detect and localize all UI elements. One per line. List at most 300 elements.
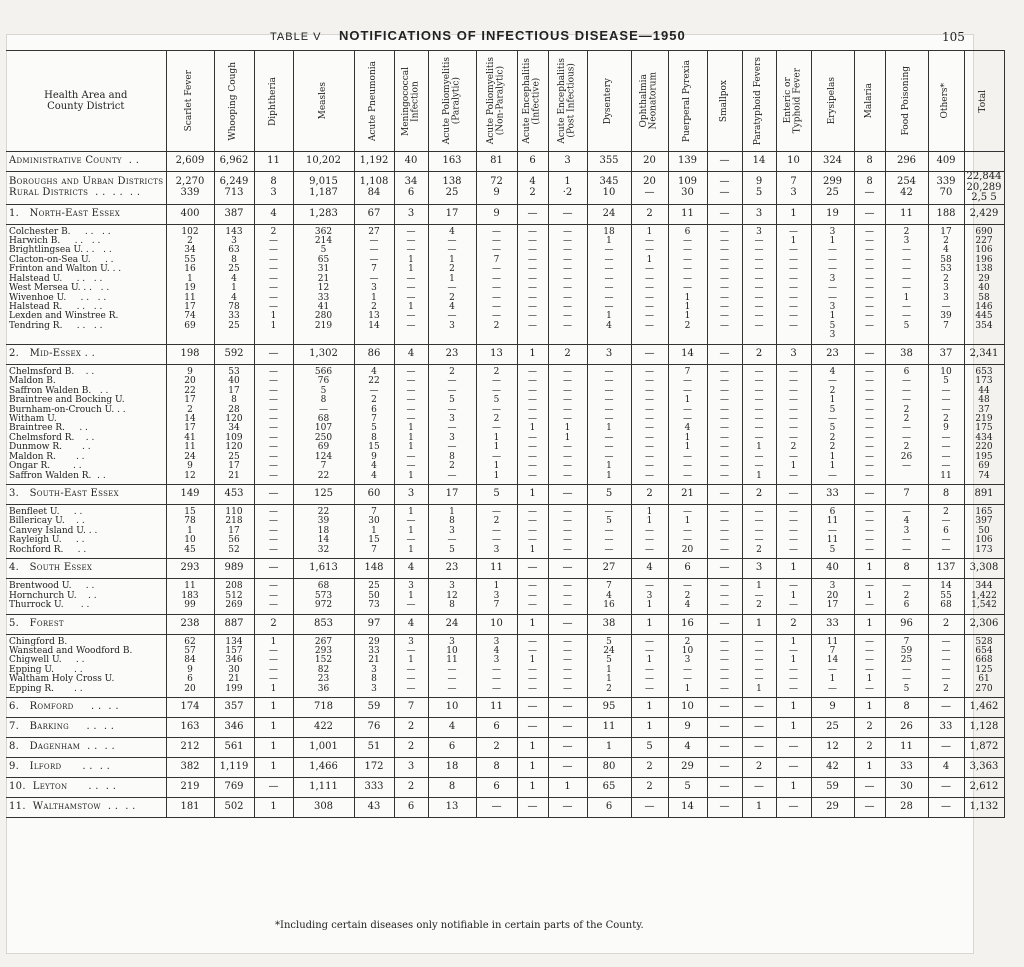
table-cell: 1,119 [214, 758, 254, 778]
table-cell: — [928, 798, 964, 818]
table-cell: 1,001 [293, 738, 354, 758]
table-cell: 188 [928, 204, 964, 224]
table-cell: — [548, 698, 587, 718]
table-cell: 2 [394, 718, 428, 738]
column-header: Acute Poliomyelitis (Paralytic) [428, 51, 476, 152]
table-cell: 1 [548, 778, 587, 798]
table-cell: 345 10 [587, 172, 631, 205]
table-cell: — 1 — — — — — — — — — [776, 224, 811, 344]
table-cell: — — — — — — — — — — — — [707, 364, 742, 484]
table-cell: 29 [668, 758, 707, 778]
table-cell: 134 157 346 30 21 199 [214, 634, 254, 698]
table-cell: 17 [428, 485, 476, 505]
table-cell: — [517, 204, 548, 224]
table-cell: — [776, 758, 811, 778]
column-header: Enteric or Typhoid Fever [776, 51, 811, 152]
table-cell: — — — — — — 1 1 1 — — 1 [394, 364, 428, 484]
table-cell: 33 [928, 718, 964, 738]
table-cell: — — — [548, 579, 587, 614]
area-summary-row [6, 559, 1004, 579]
table-cell: 67 [354, 204, 394, 224]
table-cell: 8 [885, 559, 928, 579]
column-header: Acute Pneumonia [354, 51, 394, 152]
column-header: Measles [293, 51, 354, 152]
table-cell: 20 [631, 152, 668, 172]
table-cell: 2 [631, 204, 668, 224]
table-cell: — — — — — — — — — — — [517, 224, 548, 344]
table-cell: 690 227 106 196 138 29 40 58 146 445 354 [964, 224, 1004, 344]
table-cell: — [854, 344, 885, 364]
area-name: Boroughs and Urban Districts Rural Districts . . . . . . [6, 172, 166, 205]
table-cell: — — — — 1 [517, 505, 548, 559]
column-header: Acute Poliomyelitis (Non-Paralytic) [476, 51, 517, 152]
table-cell: 17 2 4 58 53 2 3 3 — 39 7 [928, 224, 964, 344]
table-cell: 4 2 [517, 172, 548, 205]
table-cell: 1 [254, 798, 293, 818]
table-cell: 80 [587, 758, 631, 778]
table-cell: 9 [811, 698, 854, 718]
table-cell: 989 [214, 559, 254, 579]
table-cell: 2 [394, 778, 428, 798]
table-cell: 6 11 — 11 5 [811, 505, 854, 559]
table-cell: 12 [811, 738, 854, 758]
area-summary-row [6, 778, 1004, 798]
table-cell: 6 — — — — — — 1 1 1 2 [668, 224, 707, 344]
table-cell: 7 — — 1 — — 4 1 1 — — — [668, 364, 707, 484]
table-cell: 1 [254, 758, 293, 778]
table-cell: 2 — — 5 — 2 — 1 1 — 1 1 [476, 364, 517, 484]
table-cell: 29 33 21 3 8 3 [354, 634, 394, 698]
table-cell: 72 9 [476, 172, 517, 205]
table-cell: 1 [517, 738, 548, 758]
table-cell: 13 [428, 798, 476, 818]
table-cell: 208 512 269 [214, 579, 254, 614]
table-cell: — [548, 614, 587, 634]
table-cell: 1 [254, 698, 293, 718]
table-cell: 2 [776, 614, 811, 634]
table-cell: 27 [587, 559, 631, 579]
table-cell: 2 10 3 — — 1 [668, 634, 707, 698]
column-header: Puerperal Pyrexia [668, 51, 707, 152]
table-cell: — — — — — [548, 505, 587, 559]
table-cell: 198 [166, 344, 214, 364]
column-header: Dysentery [587, 51, 631, 152]
table-cell: — [776, 485, 811, 505]
table-cell: — — — — — — 1 1 — — — — [548, 364, 587, 484]
table-cell: — — — — — — — — — — — — [631, 364, 668, 484]
table-cell: 3 — 1 — — — [394, 634, 428, 698]
table-cell: 6 [668, 559, 707, 579]
table-cell: — [707, 718, 742, 738]
area-name: 7. Barking . . . . [6, 718, 166, 738]
table-cell: 3 10 11 — — — [428, 634, 476, 698]
table-cell: 148 [354, 559, 394, 579]
table-cell: 23 [811, 344, 854, 364]
table-cell: 27 — — — 7 — 3 1 2 13 14 [354, 224, 394, 344]
table-cell: 333 [354, 778, 394, 798]
table-cell: — — — — 2 [742, 505, 776, 559]
table-cell: — [928, 738, 964, 758]
area-name: 1. North-East Essex [6, 204, 166, 224]
area-name: 10. Leyton . . . . [6, 778, 166, 798]
table-cell: 4 — — 1 2 1 — 2 4 — 3 [428, 224, 476, 344]
table-cell: 238 [166, 614, 214, 634]
table-cell: 1 [517, 344, 548, 364]
table-cell: 2 [631, 485, 668, 505]
table-cell: 2 [254, 614, 293, 634]
table-cell: — — — — — — — — 2 — 1 — [776, 364, 811, 484]
table-cell: — 1 — — 20 [668, 505, 707, 559]
table-cell: — [854, 778, 885, 798]
area-header: Health Area and County District [6, 51, 166, 152]
column-header: Smallpox [707, 51, 742, 152]
table-cell: 95 [587, 698, 631, 718]
table-cell: — [707, 152, 742, 172]
table-cell: 2 [631, 778, 668, 798]
area-name: Chingford B. Wanstead and Woodford B. Chigwell U. . . Epping U. . . Waltham Holy Cross U. Epping R. . . [6, 634, 166, 698]
table-cell: 23 [428, 559, 476, 579]
table-cell: — [254, 778, 293, 798]
table-cell: 1,462 [964, 698, 1004, 718]
table-cell: 2,341 [964, 344, 1004, 364]
column-header: Acute Encephalitis (Infective) [517, 51, 548, 152]
table-cell: 149 [166, 485, 214, 505]
table-cell: 3 1 — [394, 579, 428, 614]
table-cell: 65 [587, 778, 631, 798]
table-cell: 10 5 — — — 2 9 — — — — 11 [928, 364, 964, 484]
table-cell: 1 3 7 [476, 579, 517, 614]
table-cell: 6 — — — 2 2 — — 2 26 — [885, 364, 928, 484]
table-cell: — — — [517, 579, 548, 614]
table-cell: 37 [928, 344, 964, 364]
table-cell: 1 [854, 559, 885, 579]
column-header: Ophthalmia Neonatorum [631, 51, 668, 152]
table-cell: 5 [476, 485, 517, 505]
table-cell: 1 [776, 698, 811, 718]
column-header: Food Poisoning [885, 51, 928, 152]
table-cell: 1 8 3 — 5 [428, 505, 476, 559]
table-cell: 2 [742, 344, 776, 364]
table-cell: 1,466 [293, 758, 354, 778]
table-cell: 139 [668, 152, 707, 172]
table-cell: 10 [428, 698, 476, 718]
table-cell: 400 [166, 204, 214, 224]
table-cell: 4 [631, 559, 668, 579]
table-cell: 1 [776, 718, 811, 738]
table-title: NOTIFICATIONS OF INFECTIOUS DISEASE—1950 [338, 28, 686, 43]
table-cell: 2 3 — — — — — 1 — — 5 [885, 224, 928, 344]
table-cell: 219 [166, 778, 214, 798]
table-cell: 60 [354, 485, 394, 505]
area-summary-row [6, 698, 1004, 718]
table-cell: — [707, 204, 742, 224]
table-cell: — — — — — — — — — — — — [254, 364, 293, 484]
table-cell: 887 [214, 614, 254, 634]
table-cell: — [548, 798, 587, 818]
table-cell: — [476, 798, 517, 818]
table-cell: 11 7 14 — 1 — [811, 634, 854, 698]
table-cell: 8 [854, 152, 885, 172]
table-cell: 5 [631, 738, 668, 758]
table-cell: 11 [885, 738, 928, 758]
table-cell: 172 [354, 758, 394, 778]
table-cell: — [254, 485, 293, 505]
area-name: 6. Romford . . . . [6, 698, 166, 718]
table-cell: 8 — [854, 172, 885, 205]
footnote: *Including certain diseases only notifiable in certain parts of the County. [275, 920, 644, 931]
table-cell: 68 573 972 [293, 579, 354, 614]
table-cell: 9,015 1,187 [293, 172, 354, 205]
table-cell: 9 [668, 718, 707, 738]
table-cell: 10 [776, 152, 811, 172]
table-cell: 2 — — — — — — — — 1 1 [254, 224, 293, 344]
table-cell: — [548, 559, 587, 579]
table-cell: 22,844 20,289 2,5 5 [964, 172, 1004, 205]
table-cell: — 3 1 [631, 579, 668, 614]
area-summary-row [6, 758, 1004, 778]
table-cell: 76 [354, 718, 394, 738]
table-cell: 1 ·2 [548, 172, 587, 205]
table-cell: — — — — — — — — — — — [707, 224, 742, 344]
table-cell: — [517, 559, 548, 579]
table-cell: 3 [587, 344, 631, 364]
table-cell: 453 [214, 485, 254, 505]
table-cell: 1 — 1 — 1 [394, 505, 428, 559]
table-cell: 1 — — — — 1 [254, 634, 293, 698]
table-cell: — [707, 344, 742, 364]
area-name: Benfleet U. . . Billericay U. . . Canvey Island U. . . Rayleigh U. . . Rochford R. . . [6, 505, 166, 559]
table-cell: 25 [811, 718, 854, 738]
table-cell: 212 [166, 738, 214, 758]
table-cell: — [548, 718, 587, 738]
table-cell: 308 [293, 798, 354, 818]
table-cell: 11 [476, 698, 517, 718]
page-number: 105 [942, 30, 965, 44]
table-cell: — — — — — — [548, 634, 587, 698]
table-cell: 2 [631, 758, 668, 778]
table-cell: 1 [631, 718, 668, 738]
table-cell: 1 [854, 614, 885, 634]
table-cell: — — — — — 2 [928, 634, 964, 698]
table-cell: 592 [214, 344, 254, 364]
table-cell: 3 [394, 758, 428, 778]
table-cell: 14 55 68 [928, 579, 964, 614]
area-name: Administrative County . . [6, 152, 166, 172]
table-cell: — [742, 698, 776, 718]
table-cell: 346 [214, 718, 254, 738]
table-cell: 293 [166, 559, 214, 579]
table-cell: 3 4 3 — — — [476, 634, 517, 698]
table-cell: — 2 4 [668, 579, 707, 614]
table-cell: 566 76 5 8 — 68 107 250 69 124 7 22 [293, 364, 354, 484]
table-cell: 2 [928, 614, 964, 634]
table-cell: 174 [166, 698, 214, 718]
table-cell: 1 [254, 738, 293, 758]
table-cell: — — — — — — — — — — — — [854, 364, 885, 484]
column-header: Diphtheria [254, 51, 293, 152]
area-summary-row [6, 798, 1004, 818]
table-cell: — — — — 1 — [854, 634, 885, 698]
table-cell: 43 [354, 798, 394, 818]
table-cell: 11 [476, 559, 517, 579]
area-summary-row [6, 718, 1004, 738]
table-cell: 18 [428, 758, 476, 778]
table-cell: 14 [742, 152, 776, 172]
column-header: Whooping Cough [214, 51, 254, 152]
table-cell: 267 293 152 82 23 36 [293, 634, 354, 698]
table-cell: 853 [293, 614, 354, 634]
table-cell: 3,363 [964, 758, 1004, 778]
area-name: 2. Mid-Essex . . [6, 344, 166, 364]
area-name: 5. Forest [6, 614, 166, 634]
table-cell: 9 5 [742, 172, 776, 205]
table-cell: — [854, 204, 885, 224]
column-header: Paratyphoid Fevers [742, 51, 776, 152]
table-cell: 1 [742, 798, 776, 818]
district-rows [6, 505, 1004, 559]
table-cell: 1,132 [964, 798, 1004, 818]
column-header: Malaria [854, 51, 885, 152]
table-cell: 20 — [631, 172, 668, 205]
table-cell: 14 [668, 798, 707, 818]
area-name: Chelmsford B. . . Maldon B. Saffron Walden B. . . Braintree and Bocking U. Burnham-on-Crouch U. . . Witham U. Braintree R. . . Chelmsford R. . . Dunmow R. . . Maldon R. . . Ongar R. . . Saffron Walden R. . . [6, 364, 166, 484]
district-rows [6, 364, 1004, 484]
table-cell: 2 — 6 — — [928, 505, 964, 559]
table-cell: 110 218 17 56 52 [214, 505, 254, 559]
table-cell: 102 2 34 55 16 1 19 11 17 74 69 [166, 224, 214, 344]
table-cell: 422 [293, 718, 354, 738]
table-cell: 3 20 17 [811, 579, 854, 614]
table-cell: — — — 7 — — — — — — 2 [476, 224, 517, 344]
table-cell: — [254, 559, 293, 579]
table-cell: 8 [928, 485, 964, 505]
table-cell: 4 — 2 1 5 — 5 2 2 1 1 — [811, 364, 854, 484]
table-cell: 4 [668, 738, 707, 758]
table-cell: 1 [776, 778, 811, 798]
table-cell: 10 [668, 698, 707, 718]
table-cell: 1 [631, 698, 668, 718]
table-cell: 382 [166, 758, 214, 778]
table-cell: 96 [885, 614, 928, 634]
table-cell: 1,108 84 [354, 172, 394, 205]
table-cell: 15 78 1 10 45 [166, 505, 214, 559]
column-header: Acute Encephalitis (Post Infectious) [548, 51, 587, 152]
table-cell: 1,111 [293, 778, 354, 798]
table-cell: 4 [254, 204, 293, 224]
table-cell: 33 [811, 614, 854, 634]
table-cell: — [776, 738, 811, 758]
table-cell: — [707, 758, 742, 778]
table-cell: — 5 — — — [587, 505, 631, 559]
area-name: 3. South-East Essex [6, 485, 166, 505]
table-cell: 6,962 [214, 152, 254, 172]
table-cell: 2,612 [964, 778, 1004, 798]
table-cell: 769 [214, 778, 254, 798]
column-header: Meningococcal Infection [394, 51, 428, 152]
table-cell: 8 3 [254, 172, 293, 205]
area-summary-row [6, 152, 1004, 172]
column-header-row [6, 51, 1004, 152]
table-cell: — [517, 698, 548, 718]
table-cell: — [548, 758, 587, 778]
table-cell: 19 [811, 204, 854, 224]
table-cell: — [707, 485, 742, 505]
table-cell: 528 654 668 125 61 270 [964, 634, 1004, 698]
area-summary-row [6, 485, 1004, 505]
table-cell: — [854, 798, 885, 818]
table-cell: 6 [476, 718, 517, 738]
table-cell: 42 [811, 758, 854, 778]
table-cell: 11 183 99 [166, 579, 214, 614]
table-cell: 387 [214, 204, 254, 224]
table-cell: — [548, 485, 587, 505]
table-cell: 3 [776, 344, 811, 364]
table-cell: 1 [854, 698, 885, 718]
district-rows [6, 579, 1004, 614]
table-cell: — [707, 698, 742, 718]
table-cell: 1 — — 1 — — — — — — — [631, 224, 668, 344]
table-cell: 1 [254, 718, 293, 738]
table-cell: 7 59 25 — — 5 [885, 634, 928, 698]
table-cell: 33 [885, 758, 928, 778]
table-cell: 1,302 [293, 344, 354, 364]
district-rows [6, 634, 1004, 698]
column-header: Scarlet Fever [166, 51, 214, 152]
table-cell: — [928, 698, 964, 718]
table-cell: 2,270 339 [166, 172, 214, 205]
table-cell: — — — — — [776, 505, 811, 559]
table-cell: 2 [548, 344, 587, 364]
table-cell: 4 [394, 614, 428, 634]
table-cell: 2 [742, 758, 776, 778]
table-cell: 1,613 [293, 559, 354, 579]
table-cell: 24 [428, 614, 476, 634]
table-cell: 7 30 1 15 7 [354, 505, 394, 559]
table-cell: 7 3 [776, 172, 811, 205]
table-cell: — — — — — [707, 505, 742, 559]
table-cell: 3 [742, 204, 776, 224]
table-cell: — — — — — — — — 1 — — 1 [742, 364, 776, 484]
table-cell: — [742, 778, 776, 798]
area-name: 4. South Essex [6, 559, 166, 579]
area-summary-row [6, 172, 1004, 205]
table-cell: 22 39 18 14 32 [293, 505, 354, 559]
table-cell: 1 [742, 614, 776, 634]
table-cell: — [707, 738, 742, 758]
column-header: Total [964, 51, 1004, 152]
table-cell: 1 [776, 204, 811, 224]
table-cell: 1 [517, 614, 548, 634]
table-cell: — — — 1 1 — — — 1 — — [394, 224, 428, 344]
table-cell: — — — — — [854, 505, 885, 559]
table-cell: — — — [707, 579, 742, 614]
table-cell: — [707, 559, 742, 579]
table-cell [964, 152, 1004, 172]
table-cell: 2 [854, 738, 885, 758]
table-cell: — — 1 — — — [517, 634, 548, 698]
table-cell: — [631, 798, 668, 818]
table-cell: — — — — — — 1 — — — — — [517, 364, 548, 484]
table-cell: — [631, 344, 668, 364]
table-cell: — — — — — [254, 505, 293, 559]
table-cell: 2 [854, 718, 885, 738]
table-cell: 23 [428, 344, 476, 364]
table-cell: — — — — — 1 [742, 634, 776, 698]
table-cell: — [254, 344, 293, 364]
notifications-table [6, 50, 1005, 818]
table-cell: 59 [354, 698, 394, 718]
table-cell: 3 [742, 559, 776, 579]
